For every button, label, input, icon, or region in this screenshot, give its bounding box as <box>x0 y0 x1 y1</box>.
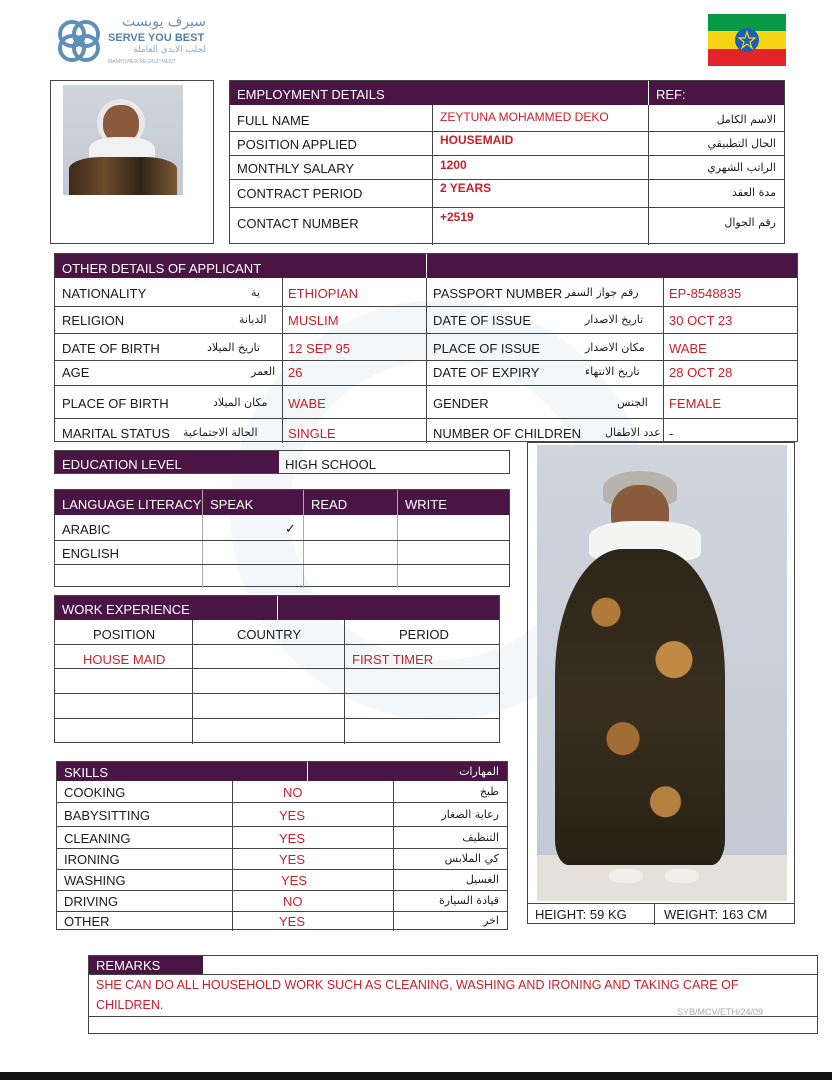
skill-cooking-value: NO <box>283 785 303 800</box>
arabic-speak-checkmark-icon: ✓ <box>285 521 296 536</box>
position-column-header: POSITION <box>93 627 156 642</box>
ref-label: REF: <box>656 87 686 102</box>
place-of-birth-arabic: مكان الميلاد <box>213 396 268 409</box>
date-of-birth-label: DATE OF BIRTH <box>62 341 160 356</box>
skill-washing: WASHING <box>64 873 126 888</box>
photo-frame-small <box>50 80 214 244</box>
date-of-birth-value: 12 SEP 95 <box>288 341 350 356</box>
gender-label: GENDER <box>433 396 489 411</box>
place-of-birth-value: WABE <box>288 396 326 411</box>
flag-emblem-icon <box>735 28 759 52</box>
skill-driving: DRIVING <box>64 894 119 909</box>
ethiopia-flag <box>708 14 786 66</box>
skill-cooking-arabic: طبخ <box>479 785 499 798</box>
speak-header: SPEAK <box>210 497 254 512</box>
applicant-portrait <box>63 85 183 195</box>
weight-value: WEIGHT: 163 CM <box>664 907 768 922</box>
date-of-birth-arabic: تاريخ الميلاد <box>207 341 260 354</box>
skill-other: OTHER <box>64 914 110 929</box>
bottom-bar <box>0 1072 832 1080</box>
religion-value: MUSLIM <box>288 313 339 328</box>
skill-cleaning-arabic: التنظيف <box>462 831 499 844</box>
passport-number-arabic: رقم جواز السفر <box>565 286 639 299</box>
language-arabic: ARABIC <box>62 522 111 537</box>
read-header: READ <box>311 497 348 512</box>
number-of-children-value: - <box>669 426 674 441</box>
number-of-children-label: NUMBER OF CHILDREN <box>433 426 582 441</box>
nationality-label: NATIONALITY <box>62 286 147 301</box>
logo-arabic: سيرف يوبست <box>122 14 206 30</box>
applicant-full-photo <box>537 445 787 901</box>
language-english: ENGLISH <box>62 546 120 561</box>
monthly-salary-arabic: الراتب الشهري <box>707 161 776 174</box>
monthly-salary-value: 1200 <box>440 158 467 172</box>
photo-frame-full <box>527 442 795 924</box>
nationality-value: ETHIOPIAN <box>288 286 359 301</box>
skill-ironing-value: YES <box>279 852 306 867</box>
gender-arabic: الجنس <box>617 396 648 409</box>
number-of-children-arabic: عدد الاطفال <box>605 426 661 439</box>
date-of-expiry-label: DATE OF EXPIRY <box>433 365 540 380</box>
contact-number-label: CONTACT NUMBER <box>237 216 359 231</box>
remarks-line-2: CHILDREN. <box>96 998 164 1012</box>
monthly-salary-label: MONTHLY SALARY <box>237 161 355 176</box>
marital-status-arabic: الحالة الاجتماعية <box>183 426 258 439</box>
position-applied-arabic: الحال التطبيقي <box>707 137 776 150</box>
date-of-issue-label: DATE OF ISSUE <box>433 313 531 328</box>
logo-knot-icon <box>54 16 104 66</box>
nationality-arabic: ية <box>251 286 260 299</box>
age-value: 26 <box>288 365 303 380</box>
work-period-value: FIRST TIMER <box>352 652 434 667</box>
skill-babysitting: BABYSITTING <box>64 808 150 823</box>
logo-name: SERVE YOU BEST <box>108 32 205 44</box>
country-column-header: COUNTRY <box>237 627 302 642</box>
age-arabic: العمر <box>251 365 276 378</box>
other-details-header: OTHER DETAILS OF APPLICANT <box>62 261 262 276</box>
contract-period-label: CONTRACT PERIOD <box>237 186 363 201</box>
skill-other-arabic: اخر <box>483 914 499 927</box>
write-header: WRITE <box>405 497 447 512</box>
company-logo <box>54 14 214 72</box>
religion-arabic: الديانة <box>239 313 267 326</box>
place-of-issue-value: WABE <box>669 341 707 356</box>
education-row <box>54 450 510 474</box>
skill-cooking: COOKING <box>64 785 126 800</box>
place-of-issue-arabic: مكان الاصدار <box>585 341 645 354</box>
skills-table <box>56 761 508 930</box>
remarks-box <box>88 955 818 1034</box>
full-name-value: ZEYTUNA MOHAMMED DEKO <box>440 110 609 124</box>
date-of-expiry-arabic: تاريخ الانتهاء <box>585 365 640 378</box>
skill-ironing-arabic: كي الملابس <box>444 852 499 865</box>
position-applied-label: POSITION APPLIED <box>237 137 357 152</box>
religion-label: RELIGION <box>62 313 125 328</box>
age-label: AGE <box>62 365 90 380</box>
contract-period-value: 2 YEARS <box>440 181 492 195</box>
remarks-line-1: SHE CAN DO ALL HOUSEHOLD WORK SUCH AS CLEANING, WASHING AND IRONING AND TAKING CARE OF <box>96 978 739 992</box>
skill-babysitting-value: YES <box>279 808 306 823</box>
date-of-expiry-value: 28 OCT 28 <box>669 365 733 380</box>
place-of-birth-label: PLACE OF BIRTH <box>62 396 169 411</box>
logo-sub: MANPOWER RECRUITMENT <box>108 59 176 65</box>
education-label: EDUCATION LEVEL <box>62 457 182 472</box>
contact-number-arabic: رقم الجوال <box>724 216 776 229</box>
employment-details-table <box>229 80 785 244</box>
contract-period-arabic: مدة العقد <box>732 186 776 199</box>
full-name-arabic: الاسم الكامل <box>716 113 776 126</box>
logo-arabic-sub: لجلب الايدي العاملة <box>133 45 206 55</box>
passport-number-label: PASSPORT NUMBER <box>433 286 563 301</box>
work-experience-header: WORK EXPERIENCE <box>62 602 190 617</box>
skill-cleaning: CLEANING <box>64 831 131 846</box>
remarks-header: REMARKS <box>96 958 161 973</box>
date-of-issue-value: 30 OCT 23 <box>669 313 733 328</box>
skill-driving-arabic: قيادة السيارة <box>438 894 499 907</box>
skills-header: SKILLS <box>64 765 109 780</box>
skill-driving-value: NO <box>283 894 303 909</box>
date-of-issue-arabic: تاريخ الاصدار <box>585 313 644 326</box>
skill-other-value: YES <box>279 914 306 929</box>
position-applied-value: HOUSEMAID <box>440 133 514 147</box>
marital-status-value: SINGLE <box>288 426 336 441</box>
place-of-issue-label: PLACE OF ISSUE <box>433 341 540 356</box>
reference-code: SYB/MCV/ETH/24/09 <box>677 1007 764 1017</box>
skill-washing-value: YES <box>281 873 308 888</box>
work-experience-table <box>54 595 500 743</box>
marital-status-label: MARITAL STATUS <box>62 426 170 441</box>
skill-cleaning-value: YES <box>279 831 306 846</box>
work-position-value: HOUSE MAID <box>83 652 166 667</box>
period-column-header: PERIOD <box>399 627 449 642</box>
height-value: HEIGHT: 59 KG <box>535 907 627 922</box>
skill-babysitting-arabic: رعاية الصغار <box>441 808 499 821</box>
employment-header: EMPLOYMENT DETAILS <box>237 87 385 102</box>
language-table <box>54 489 510 587</box>
education-value: HIGH SCHOOL <box>285 457 377 472</box>
contact-number-value: +2519 <box>440 210 474 224</box>
other-details-table <box>54 253 798 442</box>
skill-washing-arabic: الغسيل <box>465 873 499 886</box>
language-header: LANGUAGE LITERACY <box>62 497 202 512</box>
gender-value: FEMALE <box>669 396 722 411</box>
full-name-label: FULL NAME <box>237 113 310 128</box>
skills-header-arabic: المهارات <box>459 765 499 778</box>
skill-ironing: IRONING <box>64 852 120 867</box>
passport-number-value: EP-8548835 <box>669 286 742 301</box>
